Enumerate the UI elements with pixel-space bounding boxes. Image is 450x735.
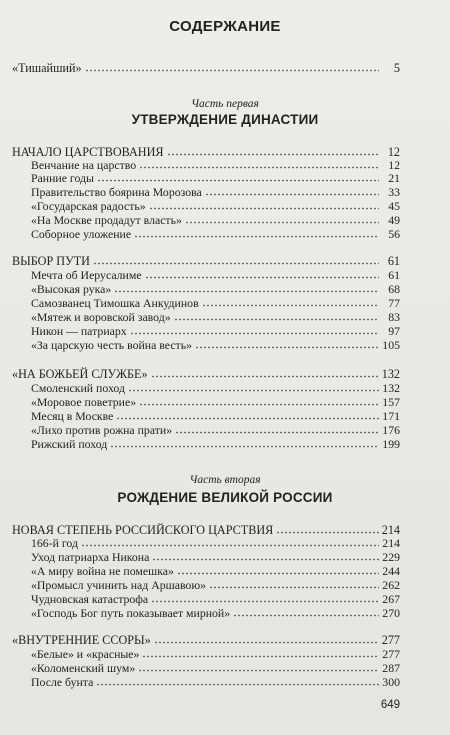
dot-leader (128, 383, 379, 392)
toc-entry-text: Рижский поход (31, 437, 108, 451)
toc-page-number: 97 (388, 324, 400, 338)
toc-page-number: 21 (388, 171, 400, 185)
toc-page-number: 176 (382, 423, 400, 437)
toc-page-number: 171 (382, 409, 400, 423)
toc-entry (31, 227, 400, 241)
toc-entry-text: Мечта об Иерусалиме (31, 268, 142, 282)
dot-leader (96, 677, 379, 686)
dot-leader (202, 298, 379, 307)
dot-leader (167, 147, 379, 156)
toc-entry-text: «Государская радость» (31, 199, 146, 213)
dot-leader (195, 340, 379, 349)
toc-entry (31, 338, 400, 352)
toc-page-number: 49 (388, 213, 400, 227)
toc-entry (31, 564, 400, 578)
toc-entry-text: «Мятеж и воровской завод» (31, 310, 171, 324)
dot-leader (85, 63, 379, 72)
dot-leader (114, 284, 379, 293)
toc-entry-text: «На Москве продадут власть» (31, 213, 182, 227)
dot-leader (185, 215, 379, 224)
toc-page-number: 157 (382, 395, 400, 409)
toc-entry (31, 592, 400, 606)
toc-section-heading (12, 367, 400, 381)
toc-entry-intro (12, 61, 400, 75)
toc-entry-text: «Промысл учинить над Аршавою» (31, 578, 207, 592)
toc-page-number: 77 (388, 296, 400, 310)
dot-leader (149, 201, 379, 210)
dot-leader (151, 369, 379, 378)
toc-entry-text: Чудновская катастрофа (31, 592, 149, 606)
dot-leader (139, 397, 379, 406)
toc-entry (31, 409, 400, 423)
toc-entry-text: «За царскую честь война весть» (31, 338, 192, 352)
toc-entry-text: Ранние годы (31, 171, 94, 185)
toc-section-heading (12, 145, 400, 159)
dot-leader (130, 326, 379, 335)
toc-entry-text: «Моровое поветрие» (31, 395, 137, 409)
toc-entry (31, 536, 400, 550)
toc-entry-text: «Тишайший» (12, 61, 82, 75)
dot-leader (233, 608, 379, 617)
part-title: РОЖДЕНИЕ ВЕЛИКОЙ РОССИИ (117, 490, 333, 505)
part-label: Часть вторая (189, 474, 261, 486)
toc-entry-text: «Высокая рука» (31, 282, 112, 296)
toc-page-number: 132 (382, 381, 400, 395)
toc-section-heading (12, 254, 400, 268)
toc-entry (31, 606, 400, 620)
toc-entry (31, 661, 400, 675)
toc-entry-text: Венчание на царство (31, 158, 137, 172)
toc-entry-text: 166-й год (31, 536, 78, 550)
dot-leader (209, 580, 379, 589)
toc-entry (31, 324, 400, 338)
toc-page-number: 12 (388, 158, 400, 172)
toc-entry-text: «Господь Бог путь показывает мирной» (31, 606, 231, 620)
section-heading-text: «НА БОЖЬЕЙ СЛУЖБЕ» (12, 367, 148, 381)
toc-entry-text: Никон — патриарх (31, 324, 127, 338)
toc-entry-text: Уход патриарха Никона (31, 550, 150, 564)
dot-leader (151, 594, 379, 603)
toc-page-number: 287 (382, 661, 400, 675)
dot-leader (175, 425, 379, 434)
toc-page-number: 61 (388, 268, 400, 282)
page-title: СОДЕРЖАНИЕ (169, 18, 281, 35)
toc-entry (31, 675, 400, 689)
toc-entry-text: После бунта (31, 675, 94, 689)
toc-entry (31, 296, 400, 310)
section-heading-text: НАЧАЛО ЦАРСТВОВАНИЯ (12, 145, 164, 159)
toc-page-number: 262 (382, 578, 400, 592)
dot-leader (134, 229, 379, 238)
dot-leader (276, 525, 378, 534)
toc-page-number: 229 (382, 550, 400, 564)
toc-entry-text: «Коломенский шум» (31, 661, 136, 675)
dot-leader (138, 663, 379, 672)
toc-entry (31, 171, 400, 185)
toc-page-number: 61 (387, 254, 400, 268)
dot-leader (139, 160, 379, 169)
toc-entry (31, 185, 400, 199)
toc-page-number: 199 (382, 437, 400, 451)
toc-section-heading (12, 523, 400, 537)
toc-entry (31, 158, 400, 172)
toc-entry-text: «А миру война не помешка» (31, 564, 174, 578)
section-heading-text: НОВАЯ СТЕПЕНЬ РОССИЙСКОГО ЦАРСТВИЯ (12, 523, 274, 537)
toc-entry (31, 423, 400, 437)
toc-entry (31, 647, 400, 661)
toc-entry (31, 310, 400, 324)
page-number: 649 (380, 699, 400, 711)
dot-leader (97, 173, 379, 182)
toc-entry (31, 199, 400, 213)
toc-page-number: 267 (382, 592, 400, 606)
toc-entry (31, 381, 400, 395)
toc-entry (31, 578, 400, 592)
toc-page-number: 105 (382, 338, 400, 352)
dot-leader (110, 439, 379, 448)
dot-leader (81, 538, 379, 547)
toc-page-number: 277 (382, 647, 400, 661)
toc-entry (31, 550, 400, 564)
toc-page-number: 83 (388, 310, 400, 324)
toc-entry (31, 395, 400, 409)
dot-leader (116, 411, 379, 420)
dot-leader (152, 552, 379, 561)
toc-entry (31, 282, 400, 296)
dot-leader (177, 566, 379, 575)
toc-entry (31, 213, 400, 227)
toc-entry-text: Самозванец Тимошка Анкудинов (31, 296, 199, 310)
toc-page-number: 45 (388, 199, 400, 213)
toc-page-number: 68 (388, 282, 400, 296)
toc-entry-text: «Белые» и «красные» (31, 647, 140, 661)
toc-page-number: 244 (382, 564, 400, 578)
toc-entry-text: Месяц в Москве (31, 409, 114, 423)
dot-leader (145, 270, 379, 279)
section-heading-text: ВЫБОР ПУТИ (12, 254, 90, 268)
dot-leader (154, 635, 379, 644)
toc-entry-text: Соборное уложение (31, 227, 132, 241)
toc-page-number: 132 (381, 367, 400, 381)
toc-entry-text: Правительство боярина Морозова (31, 185, 202, 199)
toc-page-number: 300 (382, 675, 400, 689)
section-heading-text: «ВНУТРЕННИЕ ССОРЫ» (12, 633, 151, 647)
toc-entry (31, 437, 400, 451)
dot-leader (174, 312, 379, 321)
toc-page-number: 270 (382, 606, 400, 620)
toc-page-number: 277 (381, 633, 400, 647)
part-title: УТВЕРЖДЕНИЕ ДИНАСТИИ (131, 112, 319, 127)
toc-entry (31, 268, 400, 282)
toc-page-number: 12 (387, 145, 400, 159)
toc-page-number: 5 (393, 61, 400, 75)
toc-page-number: 214 (382, 536, 400, 550)
dot-leader (142, 649, 379, 658)
toc-entry-text: Смоленский поход (31, 381, 125, 395)
dot-leader (205, 187, 379, 196)
part-label: Часть первая (191, 98, 259, 110)
toc-page-number: 56 (388, 227, 400, 241)
dot-leader (93, 256, 379, 265)
toc-page-number: 214 (381, 523, 400, 537)
toc-entry-text: «Лихо против рожна прати» (31, 423, 173, 437)
toc-page-number: 33 (388, 185, 400, 199)
toc-section-heading (12, 633, 400, 647)
